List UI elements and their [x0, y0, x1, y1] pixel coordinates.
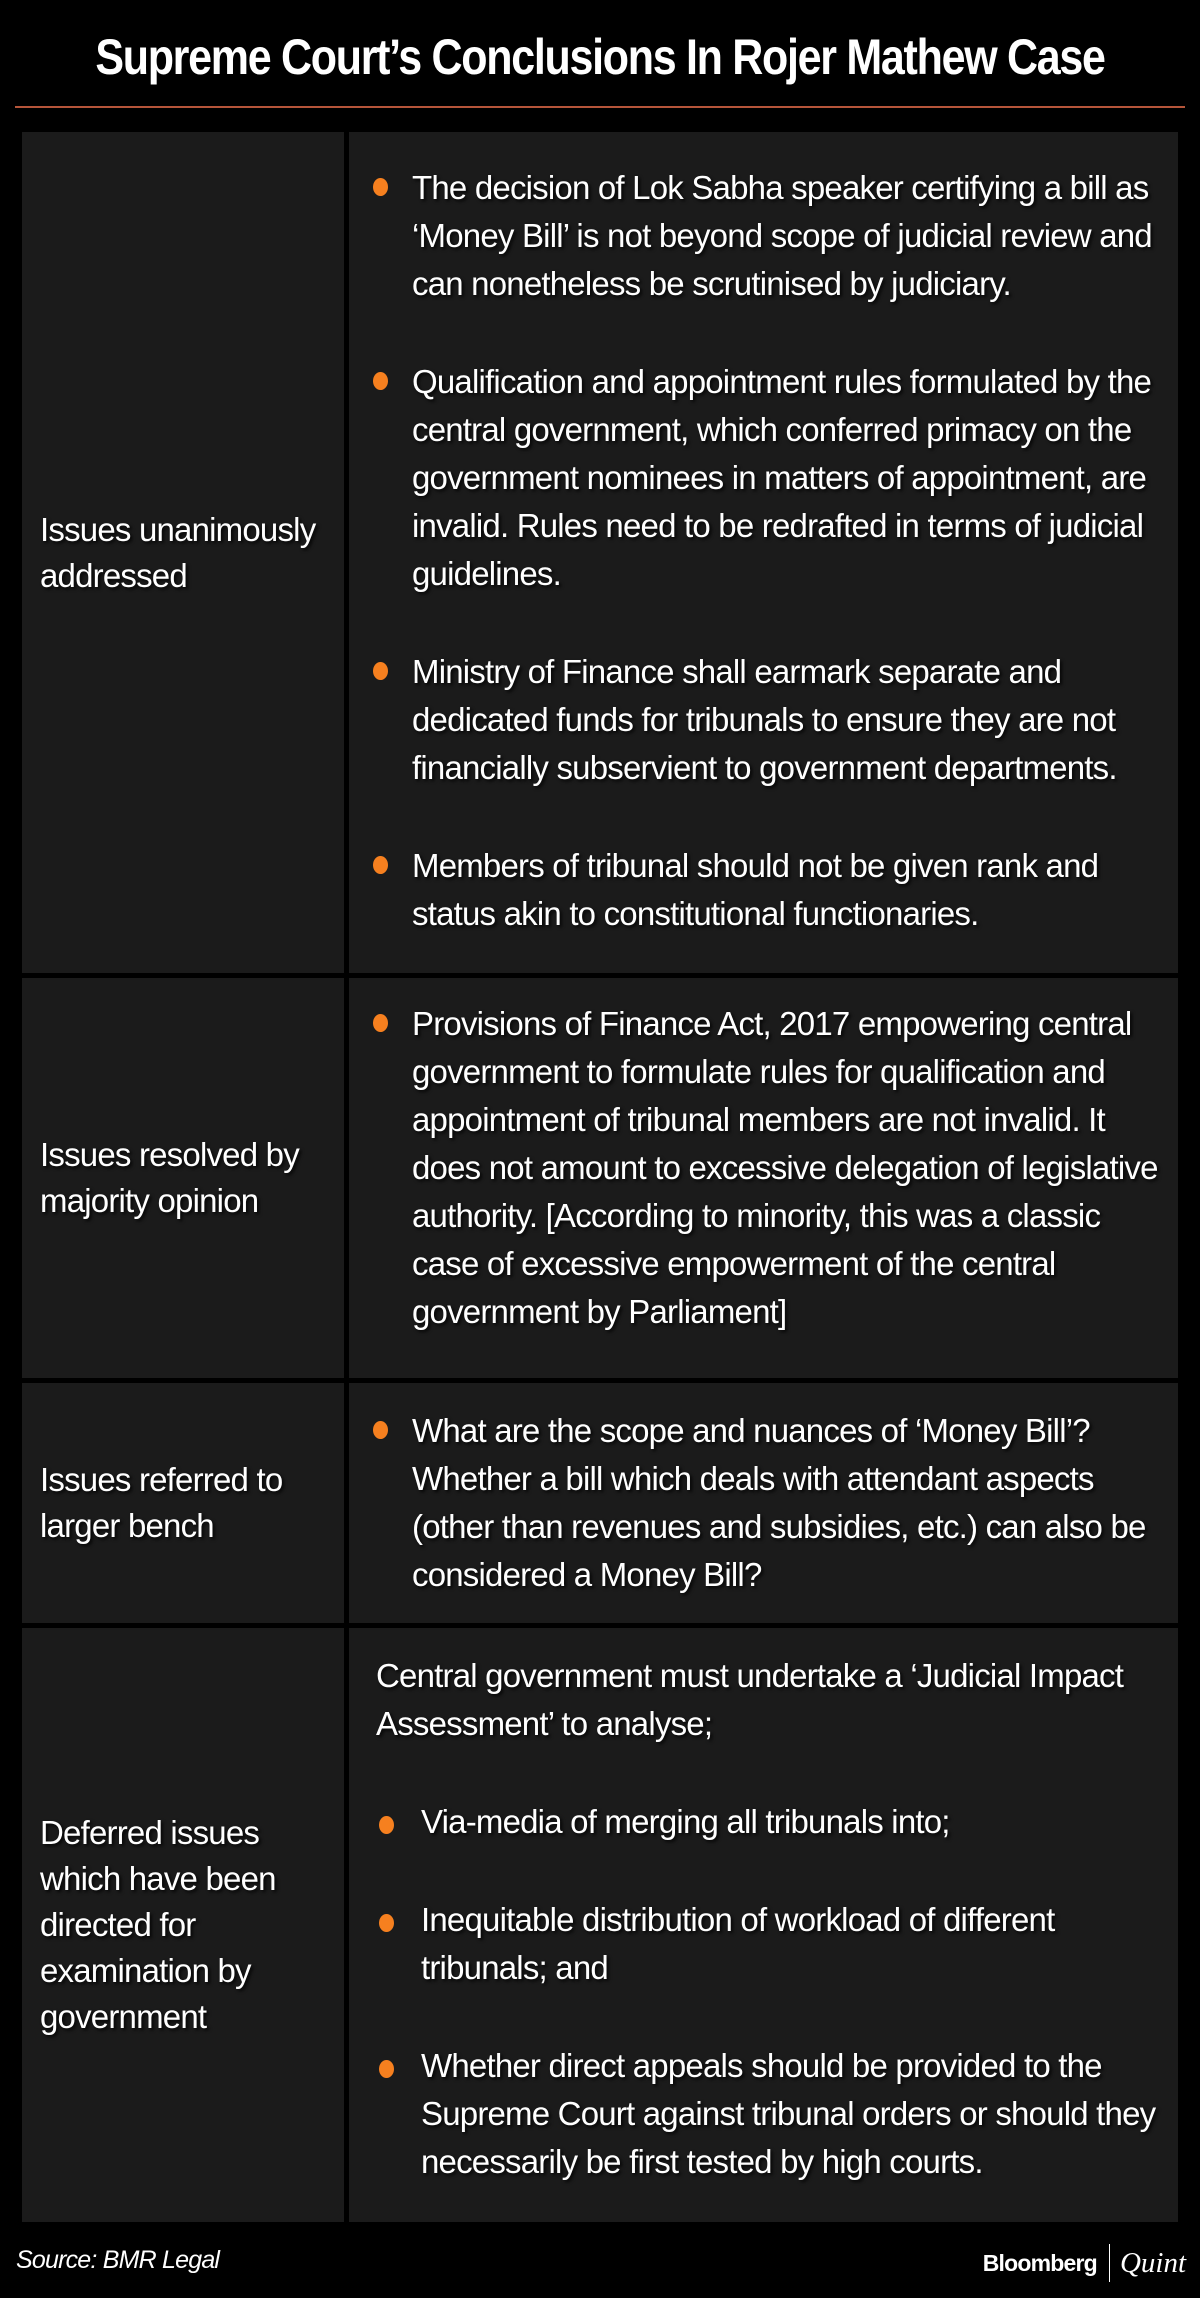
brand-logo: [983, 2244, 1186, 2282]
list-item: [371, 164, 1158, 308]
list-item: [371, 1000, 1158, 1336]
bullet-list: [376, 1798, 1158, 2186]
row-label: Issues referred to larger bench: [40, 1461, 283, 1544]
title-divider: [15, 106, 1185, 108]
list-item: [371, 358, 1158, 598]
conclusions-table: [22, 132, 1178, 2227]
bullet-icon: [373, 662, 388, 680]
list-item-text: Via-media of merging all tribunals into;: [421, 1803, 950, 1840]
list-item-text: Members of tribunal should not be given rank and status akin to constitutional functionaries.: [412, 847, 1099, 932]
list-item-text: Qualification and appointment rules formulated by the central government, which conferred primacy on the government nominees in matters of appointment, are invalid. Rules need to be redrafted in terms of judicial guidelines.: [412, 363, 1152, 592]
list-item-text: Inequitable distribution of workload of different tribunals; and: [421, 1901, 1055, 1986]
source-note: Source: BMR Legal: [16, 2246, 220, 2274]
bullet-icon: [373, 856, 388, 874]
brand-secondary: Quint: [1119, 2246, 1186, 2279]
brand-divider: [1109, 2244, 1110, 2282]
table-row: [22, 132, 1178, 973]
intro-text: Central government must undertake a ‘Judicial Impact Assessment’ to analyse;: [376, 1657, 1124, 1742]
row-label-cell: [22, 978, 344, 1378]
bullet-icon: [373, 372, 388, 390]
row-label-cell: [22, 1383, 344, 1623]
bullet-list: [371, 1000, 1158, 1336]
row-content-cell: [349, 978, 1178, 1378]
list-item: [371, 1407, 1158, 1599]
row-label: Issues resolved by majority opinion: [40, 1136, 299, 1219]
brand-primary: Bloomberg: [982, 2249, 1097, 2276]
row-label: Deferred issues which have been directed for examination by government: [40, 1814, 276, 2035]
bullet-icon: [373, 1014, 388, 1032]
page-title: Supreme Court’s Conclusions In Rojer Mathew Case: [95, 29, 1105, 85]
bullet-icon: [379, 1914, 394, 1932]
bullet-list: [371, 164, 1158, 938]
list-item: [371, 648, 1158, 792]
bullet-icon: [379, 2060, 394, 2078]
table-row: [22, 1628, 1178, 2222]
table-row: [22, 1383, 1178, 1623]
row-label-cell: [22, 132, 344, 973]
bullet-icon: [379, 1816, 394, 1834]
list-item-text: Whether direct appeals should be provided to the Supreme Court against tribunal orders or should they necessarily be first tested by high courts.: [421, 2047, 1156, 2180]
row-label: Issues unanimously addressed: [40, 510, 316, 594]
list-item: [376, 1896, 1158, 1992]
bullet-list: [371, 1407, 1158, 1599]
footer: [0, 2232, 1200, 2298]
list-item-text: Provisions of Finance Act, 2017 empowering central government to formulate rules for qualification and appointment of tribunal members are not invalid. It does not amount to excessive delegation of legislative authority. [According to minority, this was a classic case of excessive empowerment of the central government by Parliament]: [412, 1005, 1158, 1330]
row-content-cell: [349, 1383, 1178, 1623]
list-item-text: The decision of Lok Sabha speaker certifying a bill as ‘Money Bill’ is not beyond scope of judicial review and can nonetheless be scrutinised by judiciary.: [412, 169, 1152, 302]
table-row: [22, 978, 1178, 1378]
row-content-cell: [349, 1628, 1178, 2222]
list-item: [376, 1798, 1158, 1846]
row-label-cell: [22, 1628, 344, 2222]
list-item-text: What are the scope and nuances of ‘Money Bill’? Whether a bill which deals with attendant aspects (other than revenues and subsidies, etc.) can also be considered a Money Bill?: [412, 1412, 1146, 1593]
list-item: [376, 2042, 1158, 2186]
bullet-icon: [373, 1421, 388, 1439]
list-item: [371, 842, 1158, 938]
bullet-icon: [373, 178, 388, 196]
row-content-cell: [349, 132, 1178, 973]
list-item-text: Ministry of Finance shall earmark separate and dedicated funds for tribunals to ensure they are not financially subservient to government departments.: [412, 653, 1117, 786]
